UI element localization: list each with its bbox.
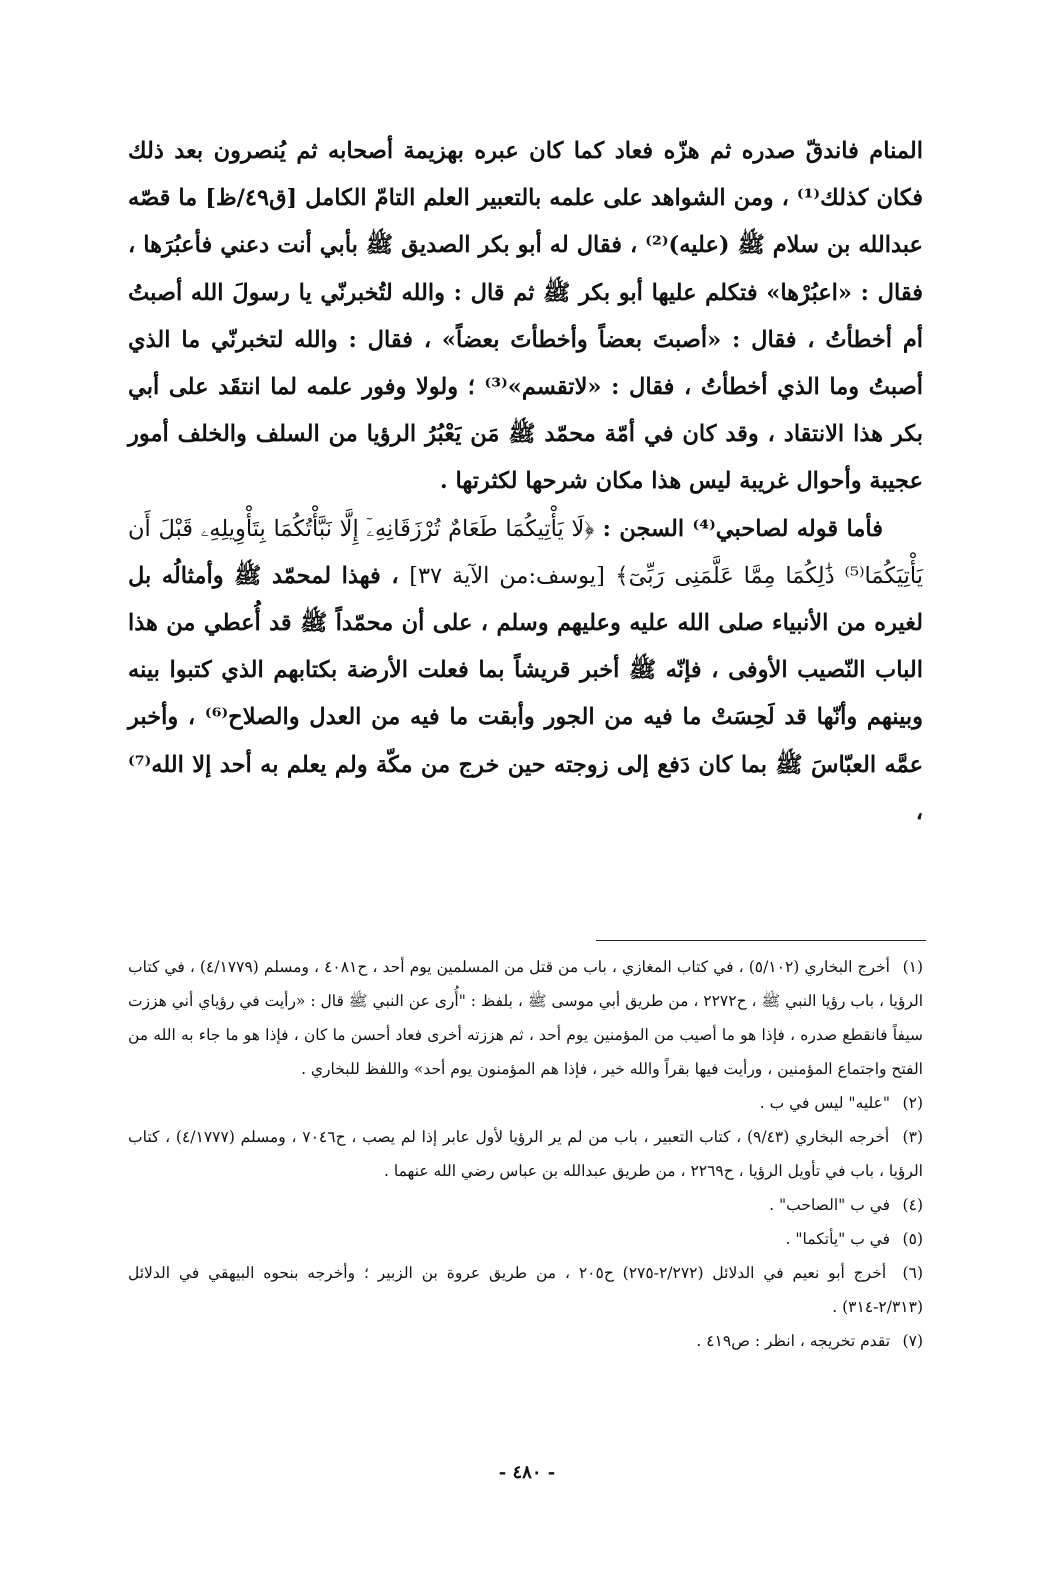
quran-quote: ﴿لَا يَأْتِيكُمَا طَعَامٌ تُرْزَقَانِهِۦٓ إِلَّا نَبَّأْتُكُمَا بِتَأْوِيلِهِۦ قَبْلَ أَن يَأْتِيَكُمَا⁽⁵⁾ ذَٰلِكُمَا مِمَّا عَلَّمَنِى رَبِّىٓ﴾	[128, 515, 924, 589]
footnote-number: (٤)	[902, 1196, 923, 1214]
paragraph-intro: فأما قوله لصاحبي⁽⁴⁾ السجن :	[602, 515, 883, 542]
footnote-separator	[596, 940, 926, 941]
footnote	[128, 1256, 923, 1324]
footnote-number: (٧)	[902, 1332, 923, 1350]
footnote	[128, 1188, 923, 1222]
footnote	[128, 950, 923, 1086]
footnote-number: (٥)	[902, 1230, 923, 1248]
page-number: - ٤٨٠ -	[498, 1462, 556, 1483]
footnote	[128, 1120, 923, 1188]
main-paragraph	[128, 506, 923, 836]
footnote-number: (٣)	[902, 1128, 923, 1146]
footnote-text: أخرجه البخاري (٩/٤٣) ، كتاب التعبير ، باب من لم ير الرؤيا لأول عابر إذا لم يصب ، ح٧٠٤٦ ، ومسلم (٤/١٧٧٧) ، كتاب الرؤيا ، باب في تأويل الرؤيا ، ح٢٢٦٩ ، من طريق عبدالله بن عباس رضي الله عنهما .	[128, 1128, 923, 1180]
footnote	[128, 1324, 923, 1358]
footnote-text: تقدم تخريجه ، انظر : ص٤١٩ .	[696, 1332, 891, 1350]
footnote-number: (٢)	[902, 1094, 923, 1112]
main-paragraph: المنام فاندقّ صدره ثم هزّه فعاد كما كان عبره بهزيمة أصحابه ثم يُنصرون بعد ذلك فكان كذلك⁽¹⁾ ، ومن الشواهد على علمه بالتعبير العلم التامّ الكامل [ق٤٩/ظ] ما قصّه عبدالله بن سلام ﷺ (عليه)⁽²⁾ ، فقال له أبو بكر الصديق ﷺ بأبي أنت دعني فأعبُرَها ، فقال : «اعبُرْها» فتكلم عليها أبو بكر ﷺ ثم قال : والله لتُخبرنّي يا رسولَ الله أصبتُ أم أخطأتُ ، فقال : «أصبتَ بعضاً وأخطأتَ بعضاً» ، فقال : والله لتخبرنّي ما الذي أصبتُ وما الذي أخطأتُ ، فقال : «لاتقسم»⁽³⁾ ؛ ولولا وفور علمه لما انتقَد على أبي بكر هذا الانتقاد ، وقد كان في أمّة محمّد ﷺ مَن يَعْبُرُ الرؤيا من السلف والخلف أمور عجيبة وأحوال غريبة ليس هذا مكان شرحها لكثرتها .	[128, 138, 924, 495]
footnote	[128, 1086, 923, 1120]
main-text	[128, 128, 923, 836]
footnote-text: في ب "يأتكما" .	[785, 1230, 891, 1248]
footnote-number: (١)	[902, 958, 924, 976]
quran-reference: [يوسف:من الآية ٣٧]	[409, 562, 605, 589]
footnote-number: (٦)	[902, 1264, 923, 1282]
footnote-text: "عليه" ليس في ب .	[759, 1094, 891, 1112]
paragraph-continuation: ، فهذا لمحمّد ﷺ وأمثالُه بل لغيره من الأنبياء صلى الله عليه وعليهم وسلم ، على أن محمّداً ﷺ قد أُعطي من هذا الباب النّصيب الأوفى ، فإنّه ﷺ أخبر قريشاً بما فعلت الأرضة بكتابهم الذي كتبوا بينه وبينهم وأنّها قد لَحِسَتْ ما فيه من الجور وأبقت ما فيه من العدل والصلاح⁽⁶⁾ ، وأخبر عمَّه العبّاسَ ﷺ بما كان دَفع إلى زوجته حين خرج من مكّة ولم يعلم به أحد إلا الله⁽⁷⁾ ،	[128, 562, 923, 825]
footnote-text: أخرج أبو نعيم في الدلائل (٢/٢٧٢-٢٧٥) ح٢٠٥ ، من طريق عروة بن الزبير ؛ وأخرجه بنحوه البيهقي في الدلائل (٢/٣١٣-٣١٤) .	[128, 1264, 923, 1316]
footnote	[128, 1222, 923, 1256]
footnotes	[128, 950, 923, 1358]
footnote-text: أخرج البخاري (٥/١٠٢) ، في كتاب المغازي ، باب من قتل من المسلمين يوم أحد ، ح٤٠٨١ ، ومسلم (٤/١٧٧٩) ، في كتاب الرؤيا ، باب رؤيا النبي ﷺ ، ح٢٢٧٢ ، من طريق أبي موسى ﷺ ، بلفظ : "أُرى عن النبي ﷺ قال : «رأيت في رؤياي أني هززت سيفاً فانقطع صدره ، فإذا هو ما أصيب من المؤمنين يوم أحد ، ثم هززته أخرى فعاد أحسن ما كان ، فإذا هو ما جاء به الله من الفتح واجتماع المؤمنين ، ورأيت فيها بقراً والله خير ، فإذا هم المؤمنون يوم أحد» واللفظ للبخاري .	[128, 958, 924, 1078]
footnote-text: في ب "الصاحب" .	[769, 1196, 891, 1214]
